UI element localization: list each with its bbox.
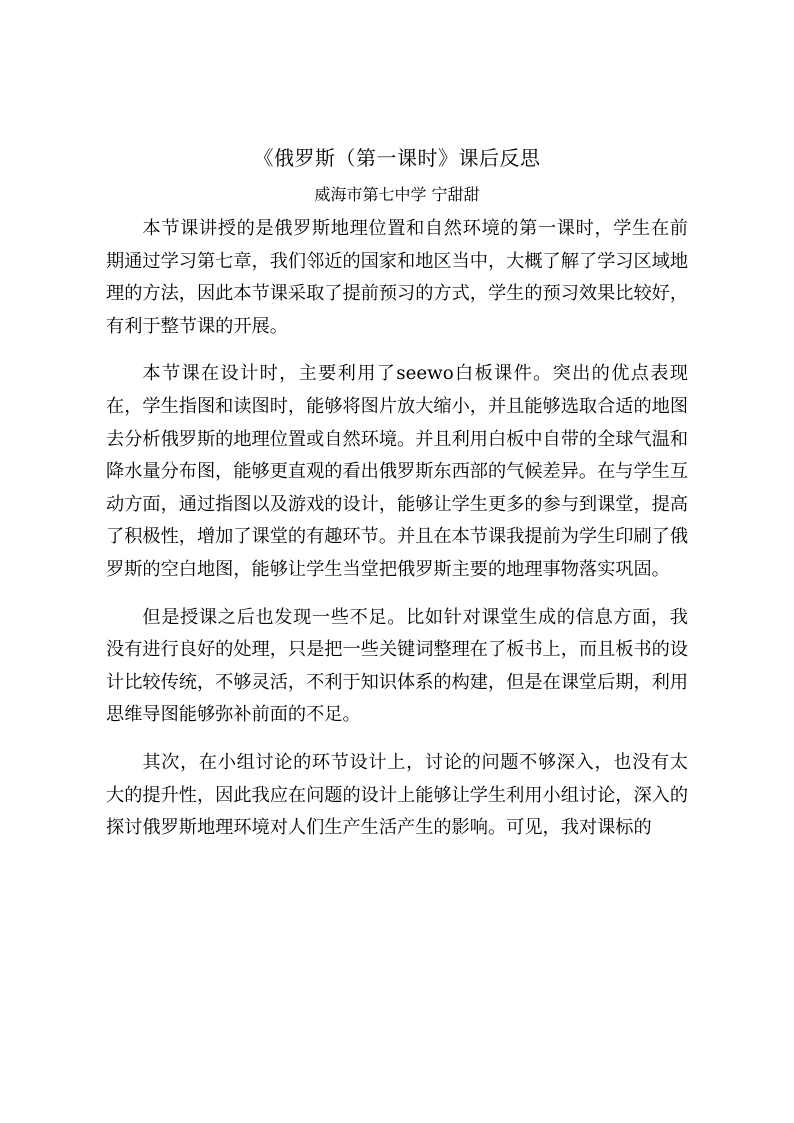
document-title: 《俄罗斯（第一课时》课后反思 (253, 146, 541, 170)
document-body (106, 213, 688, 860)
document-author: 威海市第七中学 宁甜甜 (314, 185, 480, 204)
paragraph-1: 本节课讲授的是俄罗斯地理位置和自然环境的第一课时，学生在前期通过学习第七章，我们邻近的国家和地区当中，大概了解了学习区域地理的方法，因此本节课采取了提前预习的方式，学生的预习效果比较好，有利于整节课的开展。 (106, 218, 689, 337)
paragraph-2: 本节课在设计时，主要利用了seewo白板课件。突出的优点表现在，学生指图和读图时，能够将图片放大缩小，并且能够选取合适的地图去分析俄罗斯的地理位置或自然环境。并且利用白板中自带的全球气温和降水量分布图，能够更直观的看出俄罗斯东西部的气候差异。在与学生互动方面，通过指图以及游戏的设计，能够让学生更多的参与到课堂，提高了积极性，增加了课堂的有趣环节。并且在本节课我提前为学生印刷了俄罗斯的空白地图，能够让学生当堂把俄罗斯主要的地理事物落实巩固。 (106, 363, 689, 580)
paragraph-4: 其次，在小组讨论的环节设计上，讨论的问题不够深入，也没有太大的提升性，因此我应在问题的设计上能够让学生利用小组讨论，深入的探讨俄罗斯地理环境对人们生产生活产生的影响。可见，我对课标的 (106, 751, 689, 839)
paragraph-3: 但是授课之后也发现一些不足。比如针对课堂生成的信息方面，我没有进行良好的处理，只是把一些关键词整理在了板书上，而且板书的设计比较传统，不够灵活，不利于知识体系的构建，但是在课堂后期，利用思维导图能够弥补前面的不足。 (106, 606, 689, 726)
